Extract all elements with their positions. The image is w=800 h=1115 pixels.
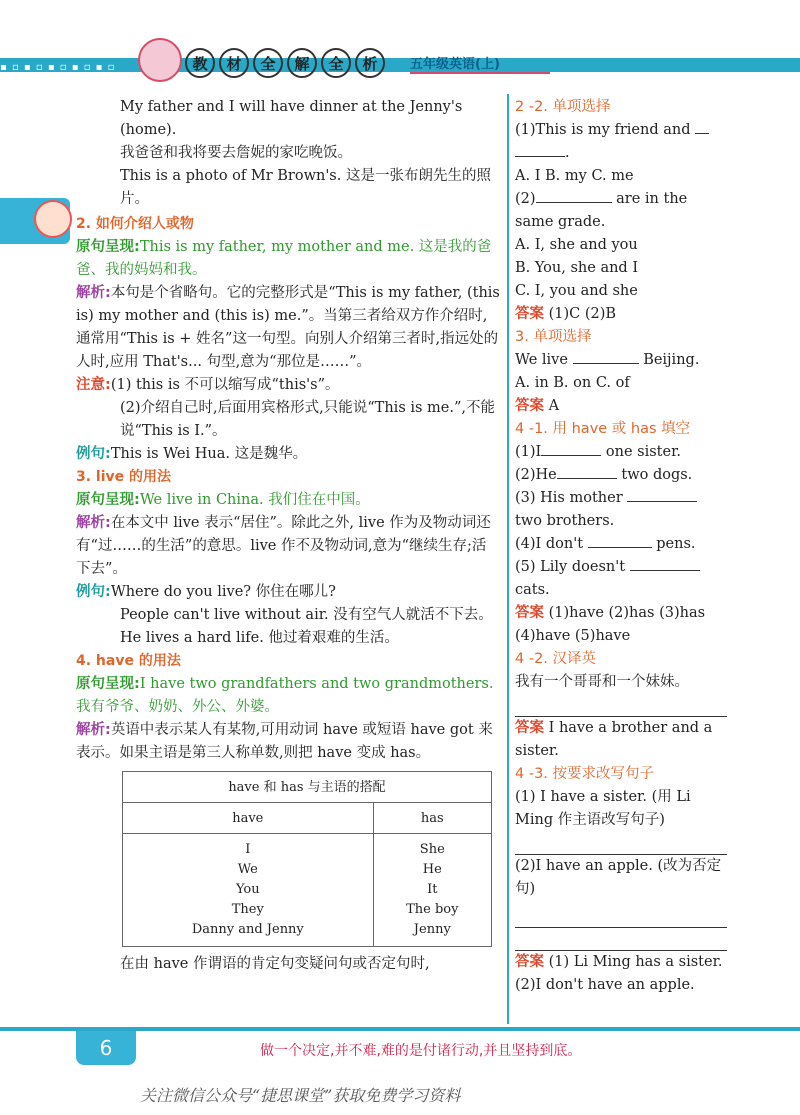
text: This is my father, my mother and me. 这是我的爸爸、我的妈妈和我。 bbox=[76, 239, 492, 278]
table-cell: Jenny bbox=[413, 922, 451, 937]
exercise-title: 4 -1. 用 have 或 has 填空 bbox=[515, 421, 691, 437]
header-band bbox=[0, 58, 800, 72]
answer-line-text: (2)I don't have an apple. bbox=[515, 977, 695, 993]
text: are in the same grade. bbox=[515, 191, 688, 230]
exercise-title: 4 -3. 按要求改写句子 bbox=[515, 766, 655, 782]
title-char: 析 bbox=[355, 48, 385, 78]
label: 例句: bbox=[76, 446, 111, 462]
table-cell: I bbox=[245, 842, 251, 857]
footer-motto: 做一个决定,并不难,难的是付诸行动,并且坚持到底。 bbox=[260, 1043, 582, 1059]
answer-label: 答案 bbox=[515, 720, 544, 736]
subject-underline bbox=[410, 72, 550, 74]
answer-text: (1)have (2)has (3)has (4)have (5)have bbox=[515, 605, 706, 644]
text: one sister. bbox=[605, 444, 682, 460]
example-line: People can't live without air. 没有空气人就活不下去。 bbox=[120, 607, 493, 623]
table-cell: He bbox=[422, 862, 442, 877]
answer-blank bbox=[630, 556, 700, 571]
example-line: He lives a hard life. 他过着艰难的生活。 bbox=[120, 630, 399, 646]
option: C. I, you and she bbox=[515, 283, 638, 299]
analysis bbox=[76, 512, 500, 581]
answer-blank bbox=[557, 464, 617, 479]
answer-blank bbox=[541, 441, 601, 456]
original-sentence bbox=[76, 489, 500, 512]
answer-blank bbox=[695, 119, 709, 134]
header-dots-decoration: ▪ ▫ ▪ ▫ ▪ ▫ ▪ ▫ ▪ ▫ bbox=[0, 62, 116, 73]
title-char: 解 bbox=[287, 48, 317, 78]
have-has-table bbox=[122, 771, 492, 947]
question bbox=[515, 441, 727, 464]
has-subjects bbox=[373, 834, 491, 947]
analysis bbox=[76, 719, 500, 765]
text: We live bbox=[515, 352, 568, 368]
intro-line: My father and I will have dinner at the Jenny's (home). bbox=[120, 99, 463, 138]
mascot-icon bbox=[138, 38, 182, 82]
answer bbox=[515, 951, 727, 974]
question bbox=[515, 349, 727, 372]
question: (1) I have a sister. (用 Li Ming 作主语改写句子) bbox=[515, 789, 691, 828]
fox-mascot-icon bbox=[34, 200, 72, 238]
analysis bbox=[76, 282, 500, 374]
answer bbox=[515, 395, 727, 418]
label: 原句呈现: bbox=[76, 239, 140, 255]
answer bbox=[515, 303, 727, 326]
text: (1)This is my friend and bbox=[515, 122, 691, 138]
question bbox=[515, 487, 727, 533]
answer-line bbox=[515, 832, 727, 855]
have-subjects bbox=[123, 834, 374, 947]
question bbox=[515, 556, 727, 602]
table-header: have bbox=[123, 803, 374, 834]
example bbox=[76, 581, 500, 604]
answer-text: (1) Li Ming has a sister. bbox=[548, 954, 723, 970]
right-column bbox=[515, 96, 727, 997]
answer-blank bbox=[573, 349, 639, 364]
answer-text: A bbox=[548, 398, 560, 414]
page-number: 6 bbox=[76, 1031, 136, 1065]
answer bbox=[515, 717, 727, 763]
question: 我有一个哥哥和一个妹妹。 bbox=[515, 674, 689, 690]
question bbox=[515, 119, 727, 142]
text: cats. bbox=[515, 582, 550, 598]
label: 原句呈现: bbox=[76, 492, 140, 508]
text: (5) Lily doesn't bbox=[515, 559, 626, 575]
continuation-line: 在由 have 作谓语的肯定句变疑问句或否定句时, bbox=[120, 956, 430, 972]
label: 解析: bbox=[76, 722, 111, 738]
answer-line bbox=[515, 901, 727, 928]
left-column bbox=[76, 96, 500, 976]
section-heading: 2. 如何介绍人或物 bbox=[76, 216, 194, 232]
answer-blank bbox=[627, 487, 697, 502]
intro-line: This is a photo of Mr Brown's. 这是一张布朗先生的照片。 bbox=[120, 168, 491, 207]
text: (1)I bbox=[515, 444, 542, 460]
example bbox=[76, 443, 500, 466]
label: 原句呈现: bbox=[76, 676, 140, 692]
subject-label: 五年级英语(上) bbox=[410, 57, 500, 72]
table-cell: They bbox=[231, 902, 264, 917]
text: We live in China. 我们住在中国。 bbox=[139, 492, 370, 508]
note-line: (2)介绍自己时,后面用宾格形式,只能说“This is me.”,不能说“This is I.”。 bbox=[120, 400, 496, 439]
label: 例句: bbox=[76, 584, 111, 600]
table-cell: Danny and Jenny bbox=[191, 922, 304, 937]
label: 解析: bbox=[76, 515, 111, 531]
table-cell: We bbox=[237, 862, 258, 877]
text: two brothers. bbox=[515, 513, 615, 529]
table-cell: You bbox=[235, 882, 260, 897]
table-header: has bbox=[373, 803, 491, 834]
text: pens. bbox=[656, 536, 696, 552]
question bbox=[515, 464, 727, 487]
title-char: 教 bbox=[185, 48, 215, 78]
text: 在本文中 live 表示“居住”。除此之外, live 作为及物动词还有“过……的生活”的意思。live 作不及物动词,意为“继续生存;活下去”。 bbox=[76, 515, 491, 577]
section-heading: 4. have 的用法 bbox=[76, 653, 181, 669]
title-char: 全 bbox=[253, 48, 283, 78]
table-cell: The boy bbox=[406, 902, 459, 917]
original-sentence bbox=[76, 236, 500, 282]
answer-text: I have a brother and a sister. bbox=[515, 720, 713, 759]
option: A. I, she and you bbox=[515, 237, 638, 253]
book-title bbox=[185, 48, 385, 78]
table-cell: She bbox=[419, 842, 445, 857]
text: This is Wei Hua. 这是魏华。 bbox=[110, 446, 308, 462]
exercise-title: 4 -2. 汉译英 bbox=[515, 651, 597, 667]
text: 本句是个省略句。它的完整形式是“This is my father, (this is) my mother and (this is) me.”。当第三者给双方作介绍时,通常用“This is + 姓名”这一句型。向别人介绍第三者时,指远处的人时,应用 That's... 句型,意为“那位是……”。 bbox=[76, 285, 500, 370]
text: two dogs. bbox=[621, 467, 693, 483]
text: (4)I don't bbox=[515, 536, 584, 552]
section-heading: 3. live 的用法 bbox=[76, 469, 172, 485]
question bbox=[515, 533, 727, 556]
watermark: 关注微信公众号“捷思课堂”获取免费学习资料 bbox=[140, 1086, 461, 1105]
answer-blank bbox=[588, 533, 652, 548]
column-divider bbox=[507, 94, 509, 1024]
options: A. in B. on C. of bbox=[515, 375, 630, 391]
answer-label: 答案 bbox=[515, 605, 544, 621]
title-char: 材 bbox=[219, 48, 249, 78]
text: Where do you live? 你住在哪儿? bbox=[110, 584, 336, 600]
note bbox=[76, 374, 500, 397]
answer-blank bbox=[536, 188, 612, 203]
answer-text: (1)C (2)B bbox=[548, 306, 617, 322]
text: (2)He bbox=[515, 467, 557, 483]
answer-blank bbox=[515, 142, 565, 157]
answer-line bbox=[515, 928, 727, 951]
question: (2)I have an apple. (改为否定句) bbox=[515, 858, 722, 897]
text: (1) this is 不可以缩写成“this's”。 bbox=[110, 377, 340, 393]
intro-line: 我爸爸和我将要去詹妮的家吃晚饭。 bbox=[120, 145, 352, 161]
title-char: 全 bbox=[321, 48, 351, 78]
exercise-title: 3. 单项选择 bbox=[515, 329, 592, 345]
options: A. I B. my C. me bbox=[515, 168, 634, 184]
text: I have two grandfathers and two grandmothers. 我有爷爷、奶奶、外公、外婆。 bbox=[76, 676, 494, 715]
label: 解析: bbox=[76, 285, 111, 301]
original-sentence bbox=[76, 673, 500, 719]
answer-label: 答案 bbox=[515, 954, 544, 970]
question bbox=[515, 188, 727, 234]
table-caption: have 和 has 与主语的搭配 bbox=[123, 772, 492, 803]
blank-line: . bbox=[515, 142, 727, 165]
answer-line bbox=[515, 694, 727, 717]
text: 英语中表示某人有某物,可用动词 have 或短语 have got 来表示。如果主语是第三人称单数,则把 have 变成 has。 bbox=[76, 722, 493, 761]
answer bbox=[515, 602, 727, 648]
label: 注意: bbox=[76, 377, 111, 393]
answer-label: 答案 bbox=[515, 398, 544, 414]
exercise-title: 2 -2. 单项选择 bbox=[515, 99, 611, 115]
option: B. You, she and I bbox=[515, 260, 639, 276]
table-cell: It bbox=[427, 882, 438, 897]
answer-label: 答案 bbox=[515, 306, 544, 322]
text: (3) His mother bbox=[515, 490, 623, 506]
text: (2) bbox=[515, 191, 536, 207]
text: Beijing. bbox=[643, 352, 700, 368]
